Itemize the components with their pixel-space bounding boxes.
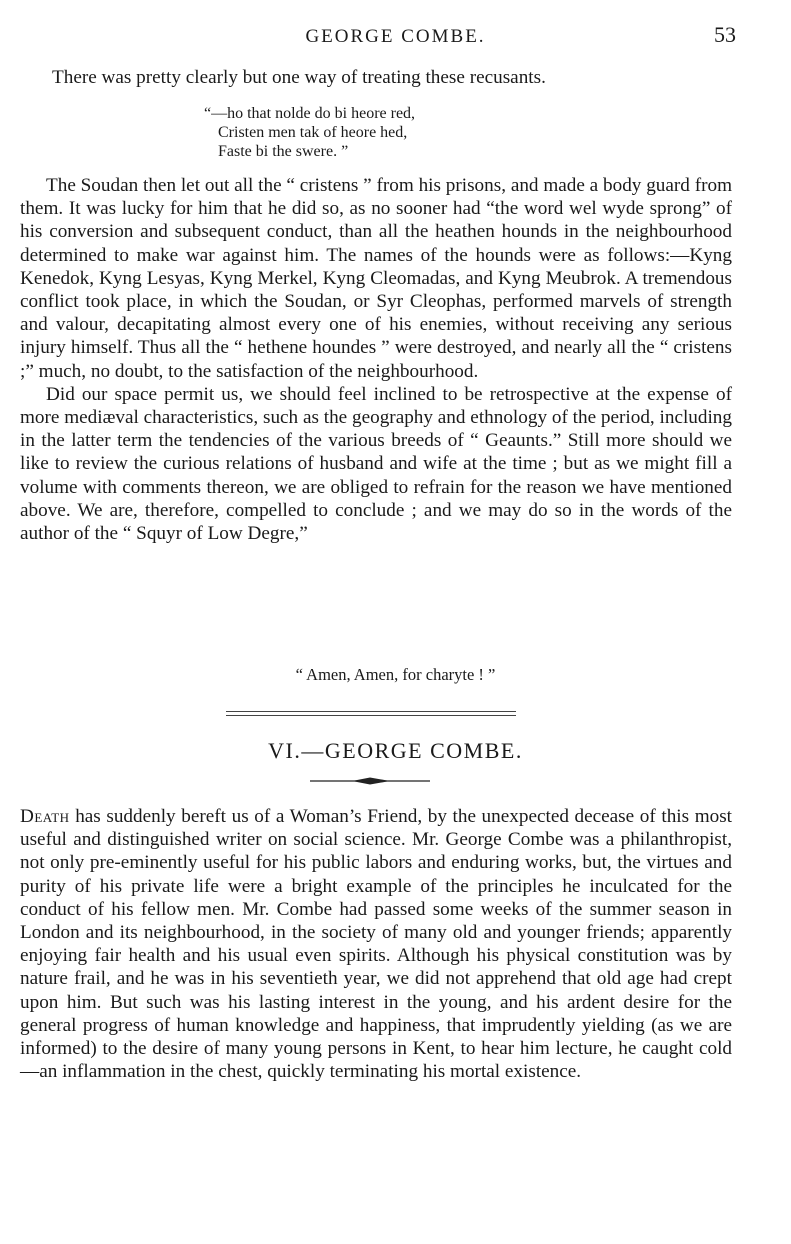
paragraph-death: [20, 805, 732, 1083]
opening-sentence: There was pretty clearly but one way of treating these recusants.: [52, 67, 546, 88]
page-number: 53: [714, 22, 736, 47]
running-title: GEORGE COMBE.: [305, 26, 486, 47]
verse-line-3: Faste bi the swere. ”: [218, 143, 349, 160]
paragraph-soudan: The Soudan then let out all the “ cristens ” from his prisons, and made a body guard from them. It was lucky for him that he did so, as no sooner had “the word wel wyde sprong” of his conversion and subsequent conduct, than all the heathen hounds in the neighbourhood determined to make war against him. The names of the hounds were as follows:—Kyng Kenedok, Kyng Lesyas, Kyng Merkel, Kyng Cleomadas, and Kyng Meubrok. A tremendous conflict took place, in which the Soudan, or Syr Cleophas, performed marvels of strength and valour, decapitating almost every one of his enemies, without receiving any serious injury himself. Thus all the “ hethene houndes ” were destroyed, and nearly all the “ cristens ;” much, no doubt, to the satisfaction of the neighbourhood.: [20, 175, 732, 382]
title-ornament-icon: [310, 776, 430, 786]
george-combe-article: [20, 805, 732, 1083]
verse-line-2: Cristen men tak of heore hed,: [218, 124, 408, 141]
running-head: [0, 22, 791, 52]
paragraph-death-text: has suddenly bereft us of a Woman’s Friend, by the unexpected decease of this most useful and distinguished writer on social science. Mr. George Combe was a philanthropist, not only pre-eminently useful for his public labors and enduring works, but, the virtues and purity of his private life were a bright example of the principles he inculcated for the conduct of his fellow men. Mr. Combe had passed some weeks of the summer season in London and its neighbourhood, in the society of many old and younger friends; apparently enjoying fair health and his usual even spirits. Although his physical constitution was by nature frail, and he was in his seventieth year, we did not apprehend that old age had crept upon him. But such was his lasting interest in the young, and his ardent desire for the general progress of human knowledge and happiness, that imprudently yielding (as we are informed) to the desire of many young persons in Kent, to hear him lecture, he caught cold—an inflammation in the chest, quickly terminating his mortal existence.: [20, 806, 733, 1083]
verse-quote: [204, 104, 415, 161]
verse-line-1: “—ho that nolde do bi heore red,: [204, 105, 416, 122]
section-title: VI.—GEORGE COMBE.: [268, 738, 523, 763]
opening-line: [52, 66, 742, 89]
closing-quote: “ Amen, Amen, for charyte ! ”: [295, 665, 496, 684]
drop-word: Death: [20, 806, 70, 827]
previous-article-body: [20, 174, 732, 545]
section-divider-top: [226, 711, 516, 712]
section-divider-bottom: [226, 715, 516, 716]
paragraph-retrospective: Did our space permit us, we should feel inclined to be retrospective at the expense of more mediæval characteristics, such as the geography and ethnology of the period, including in the latter term the tendencies of the various breeds of “ Geaunts.” Still more should we like to review the curious relations of husband and wife at the time ; but as we might fill a volume with comments thereon, we are obliged to refrain for the reason we have mentioned above. We are, therefore, compelled to conclude ; and we may do so in the words of the author of the “ Squyr of Low Degre,”: [20, 383, 732, 545]
